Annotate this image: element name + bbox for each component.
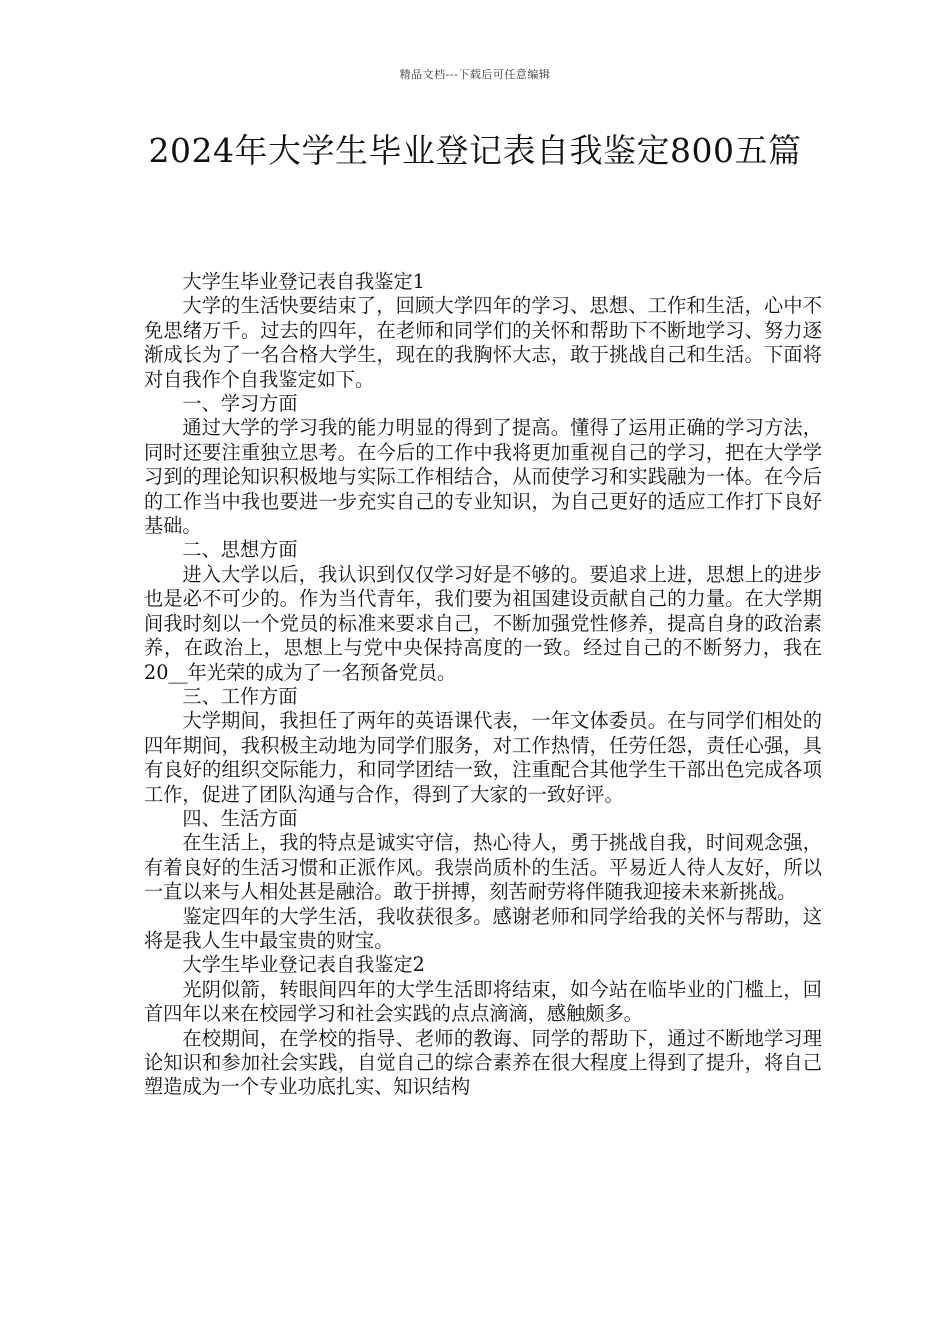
section-heading: 一、学习方面: [182, 392, 298, 416]
body-paragraph: 大学的生活快要结束了，回顾大学四年的学习、思想、工作和生活，心中不免思绪万千。过去的四年，在老师和同学们的关怀和帮助下不断地学习、努力逐渐成长为了一名合格大学生，现在的我胸怀大志，敢于挑战自己和生活。下面将对自我作个自我鉴定如下。: [144, 294, 822, 391]
document-title: 2024年大学生毕业登记表自我鉴定800五篇: [148, 131, 802, 170]
section-heading: 四、生活方面: [182, 806, 298, 830]
document-body: [144, 270, 822, 1100]
body-paragraph: 大学期间，我担任了两年的英语课代表，一年文体委员。在与同学们相处的四年期间，我积极主动地为同学们服务，对工作热情，任劳任怨，责任心强，具有良好的组织交际能力，和同学团结一致，注重配合其他学生干部出色完成各项工作，促进了团队沟通与合作，得到了大家的一致好评。: [144, 709, 822, 806]
section-heading: 三、工作方面: [182, 684, 298, 708]
body-paragraph: 进入大学以后，我认识到仅仅学习好是不够的。要追求上进，思想上的进步也是必不可少的。作为当代青年，我们要为祖国建设贡献自己的力量。在大学期间我时刻以一个党员的标准来要求自己，不断加强党性修养，提高自身的政治素养，在政治上，思想上与党中央保持高度的一致。经过自己的不断努力，我在20__年光荣的成为了一名预备党员。: [144, 562, 822, 684]
body-paragraph: 光阴似箭，转眼间四年的大学生活即将结束，如今站在临毕业的门槛上，回首四年以来在校园学习和社会实践的点点滴滴，感触颇多。: [144, 977, 822, 1026]
body-paragraph: 在校期间，在学校的指导、老师的教诲、同学的帮助下，通过不断地学习理论知识和参加社会实践，自觉自己的综合素养在很大程度上得到了提升，将自己塑造成为一个专业功底扎实、知识结构: [144, 1026, 822, 1099]
section-heading: 二、思想方面: [182, 538, 298, 562]
page-header-note: 精品文档---下载后可任意编辑: [399, 68, 551, 81]
section-heading: 大学生毕业登记表自我鉴定2: [182, 953, 425, 977]
body-paragraph: 通过大学的学习我的能力明显的得到了提高。懂得了运用正确的学习方法，同时还要注重独立思考。在今后的工作中我将更加重视自己的学习，把在大学学习到的理论知识积极地与实际工作相结合，从而使学习和实践融为一体。在今后的工作当中我也要进一步充实自己的专业知识，为自己更好的适应工作打下良好基础。: [144, 416, 822, 538]
body-paragraph: 在生活上，我的特点是诚实守信，热心待人，勇于挑战自我，时间观念强，有着良好的生活习惯和正派作风。我崇尚质朴的生活。平易近人待人友好，所以一直以来与人相处甚是融洽。敢于拼搏，刻苦耐劳将伴随我迎接未来新挑战。: [144, 831, 822, 904]
section-heading: 大学生毕业登记表自我鉴定1: [182, 270, 425, 293]
body-paragraph: 鉴定四年的大学生活，我收获很多。感谢老师和同学给我的关怀与帮助，这将是我人生中最宝贵的财宝。: [144, 904, 822, 952]
